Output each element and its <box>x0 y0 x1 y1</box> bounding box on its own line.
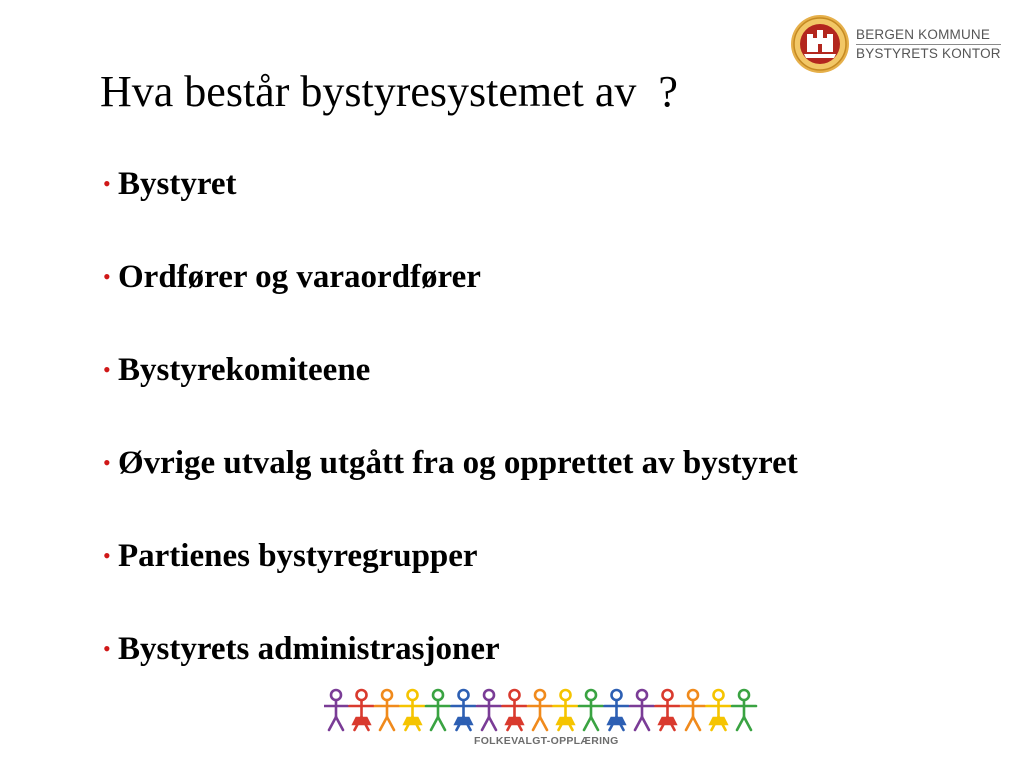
bullet-dot-icon: • <box>103 636 111 661</box>
bullet-text: Ordfører og varaordfører <box>118 259 481 295</box>
bullet-item <box>103 348 798 441</box>
bullet-text: Bystyrekomiteene <box>118 352 371 388</box>
coat-of-arms-icon <box>790 14 850 74</box>
slide-title: Hva består bystyresystemet av ? <box>100 67 678 116</box>
bullet-item <box>103 255 798 348</box>
bullet-dot-icon: • <box>103 264 111 289</box>
logo-line-bergen-kommune: BERGEN KOMMUNE <box>856 27 1001 45</box>
bullet-dot-icon: • <box>103 171 111 196</box>
bullet-text: Bystyret <box>118 166 237 202</box>
bullet-dot-icon: • <box>103 450 111 475</box>
bullet-text: Bystyrets administrasjoner <box>118 631 500 667</box>
bullet-text: Partienes bystyregrupper <box>118 538 478 574</box>
bergen-kommune-logo <box>790 14 1001 74</box>
footer-label: FOLKEVALGT-OPPLÆRING <box>474 735 619 747</box>
bullet-item <box>103 162 798 255</box>
bullet-list <box>103 162 798 720</box>
logo-line-bystyrets-kontor: BYSTYRETS KONTOR <box>856 45 1001 61</box>
people-chain-icon <box>324 686 764 736</box>
bullet-dot-icon: • <box>103 543 111 568</box>
bullet-item <box>103 534 798 627</box>
bullet-item <box>103 441 798 534</box>
folkevalgt-footer-logo <box>324 686 764 754</box>
bullet-dot-icon: • <box>103 357 111 382</box>
bullet-text: Øvrige utvalg utgått fra og opprettet av bystyret <box>118 445 798 481</box>
